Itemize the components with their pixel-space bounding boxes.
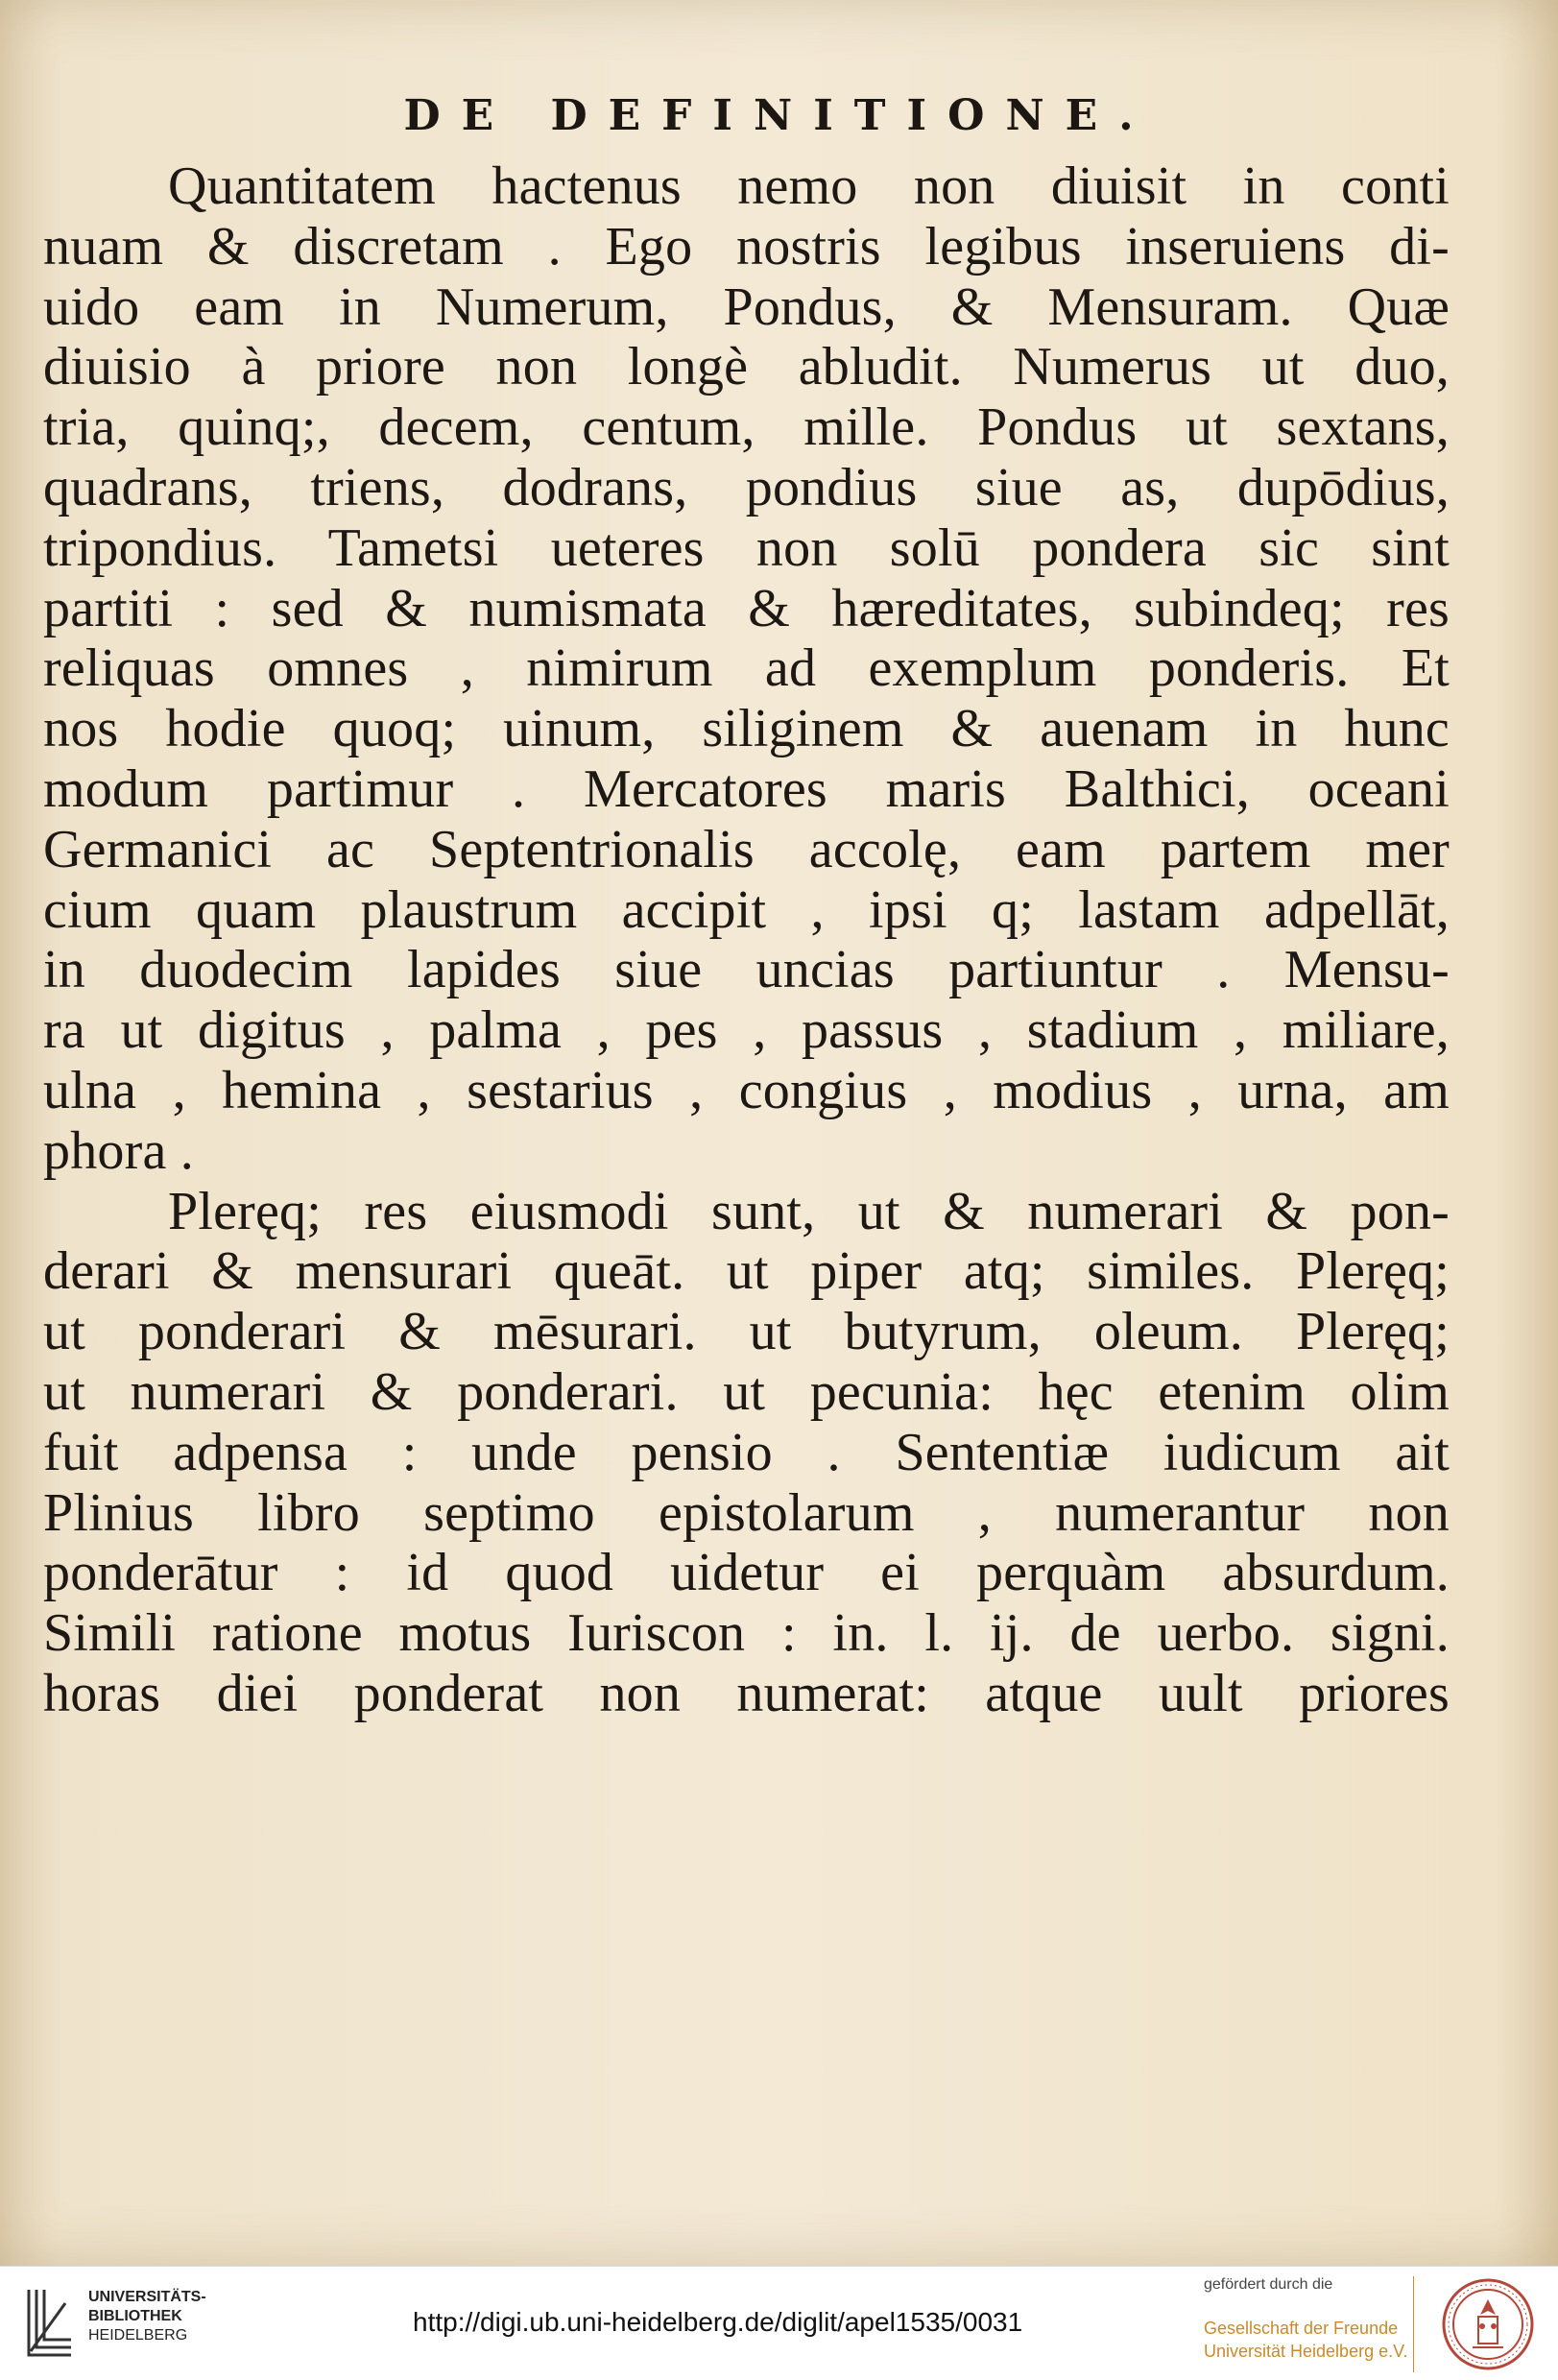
text-line: nuam & discretam . Ego nostris legibus inseruiens di- [43,216,1450,276]
text-line: ra ut digitus , palma , pes , passus , stadium , miliare, [43,1000,1450,1061]
text-line: diuisio à priore non longè abludit. Numerus ut duo, [43,337,1450,397]
sponsor-name-line: Gesellschaft der Freunde [1204,2319,1399,2338]
text-line: fuit adpensa : unde pensio . Sententiæ iudicum ait [43,1422,1450,1482]
text-line: phora . [43,1120,194,1181]
permalink-url[interactable]: http://digi.ub.uni-heidelberg.de/diglit/apel1535/0031 [413,2307,1023,2337]
text-line: ut ponderari & mēsurari. ut butyrum, oleum. Pleręq; [43,1302,1450,1362]
library-name-line: HEIDELBERG [88,2327,188,2344]
text-line: modum partimur . Mercatores maris Balthici, oceani [43,758,1450,819]
sponsor-name [1204,2317,1407,2363]
text-line: Plinius libro septimo epistolarum , numerantur non [43,1482,1450,1543]
text-line: cium quam plaustrum accipit , ipsi q; lastam adpellāt, [43,879,1450,940]
text-line: tripondius. Tametsi ueteres non solū pondera sic sint [43,517,1450,578]
library-logo-icon [21,2284,79,2361]
text-line: partiti : sed & numismata & hæreditates, subindeq; res [43,578,1450,638]
text-line: tria, quinq;, decem, centum, mille. Pondus ut sextans, [43,397,1450,458]
text-line: ulna , hemina , sestarius , congius , modius , urna, am [43,1060,1450,1120]
body-text [43,156,1450,1724]
text-line: Simili ratione motus Iuriscon : in. l. ij. de uerbo. signi. [43,1603,1450,1664]
text-line: nos hodie quoq; uinum, siliginem & auenam in hunc [43,699,1450,759]
text-line: derari & mensurari queāt. ut piper atq; similes. Pleręq; [43,1241,1450,1302]
sponsor-name-line: Universität Heidelberg e.V. [1204,2342,1408,2361]
library-name-line: UNIVERSITÄTS- [88,2289,206,2305]
text-line: reliquas omnes , nimirum ad exemplum ponderis. Et [43,638,1450,699]
library-name [88,2288,206,2345]
university-seal-icon [1440,2276,1536,2372]
text-line: uido eam in Numerum, Pondus, & Mensuram. Quæ [43,276,1450,337]
text-line: Pleręq; res eiusmodi sunt, ut & numerari & pon- [168,1181,1450,1241]
text-line: ut numerari & ponderari. ut pecunia: hęc etenim olim [43,1361,1450,1422]
text-line: Quantitatem hactenus nemo non diuisit in conti [168,156,1450,216]
library-name-line: BIBLIOTHEK [88,2308,182,2324]
text-line: ponderātur : id quod uidetur ei perquàm absurdum. [43,1543,1450,1603]
sponsor-intro: gefördert durch die [1204,2276,1333,2293]
footer-divider [1413,2276,1414,2372]
running-head: DE DEFINITIONE. [403,91,1155,140]
text-line: quadrans, triens, dodrans, pondius siue as, dupōdius, [43,457,1450,517]
text-line: Germanici ac Septentrionalis accolę, eam partem mer [43,819,1450,879]
text-line: horas diei ponderat non numerat: atque uult priores [43,1663,1450,1723]
text-line: in duodecim lapides siue uncias partiuntur . Mensu- [43,940,1450,1000]
footer-bar [0,2266,1558,2380]
